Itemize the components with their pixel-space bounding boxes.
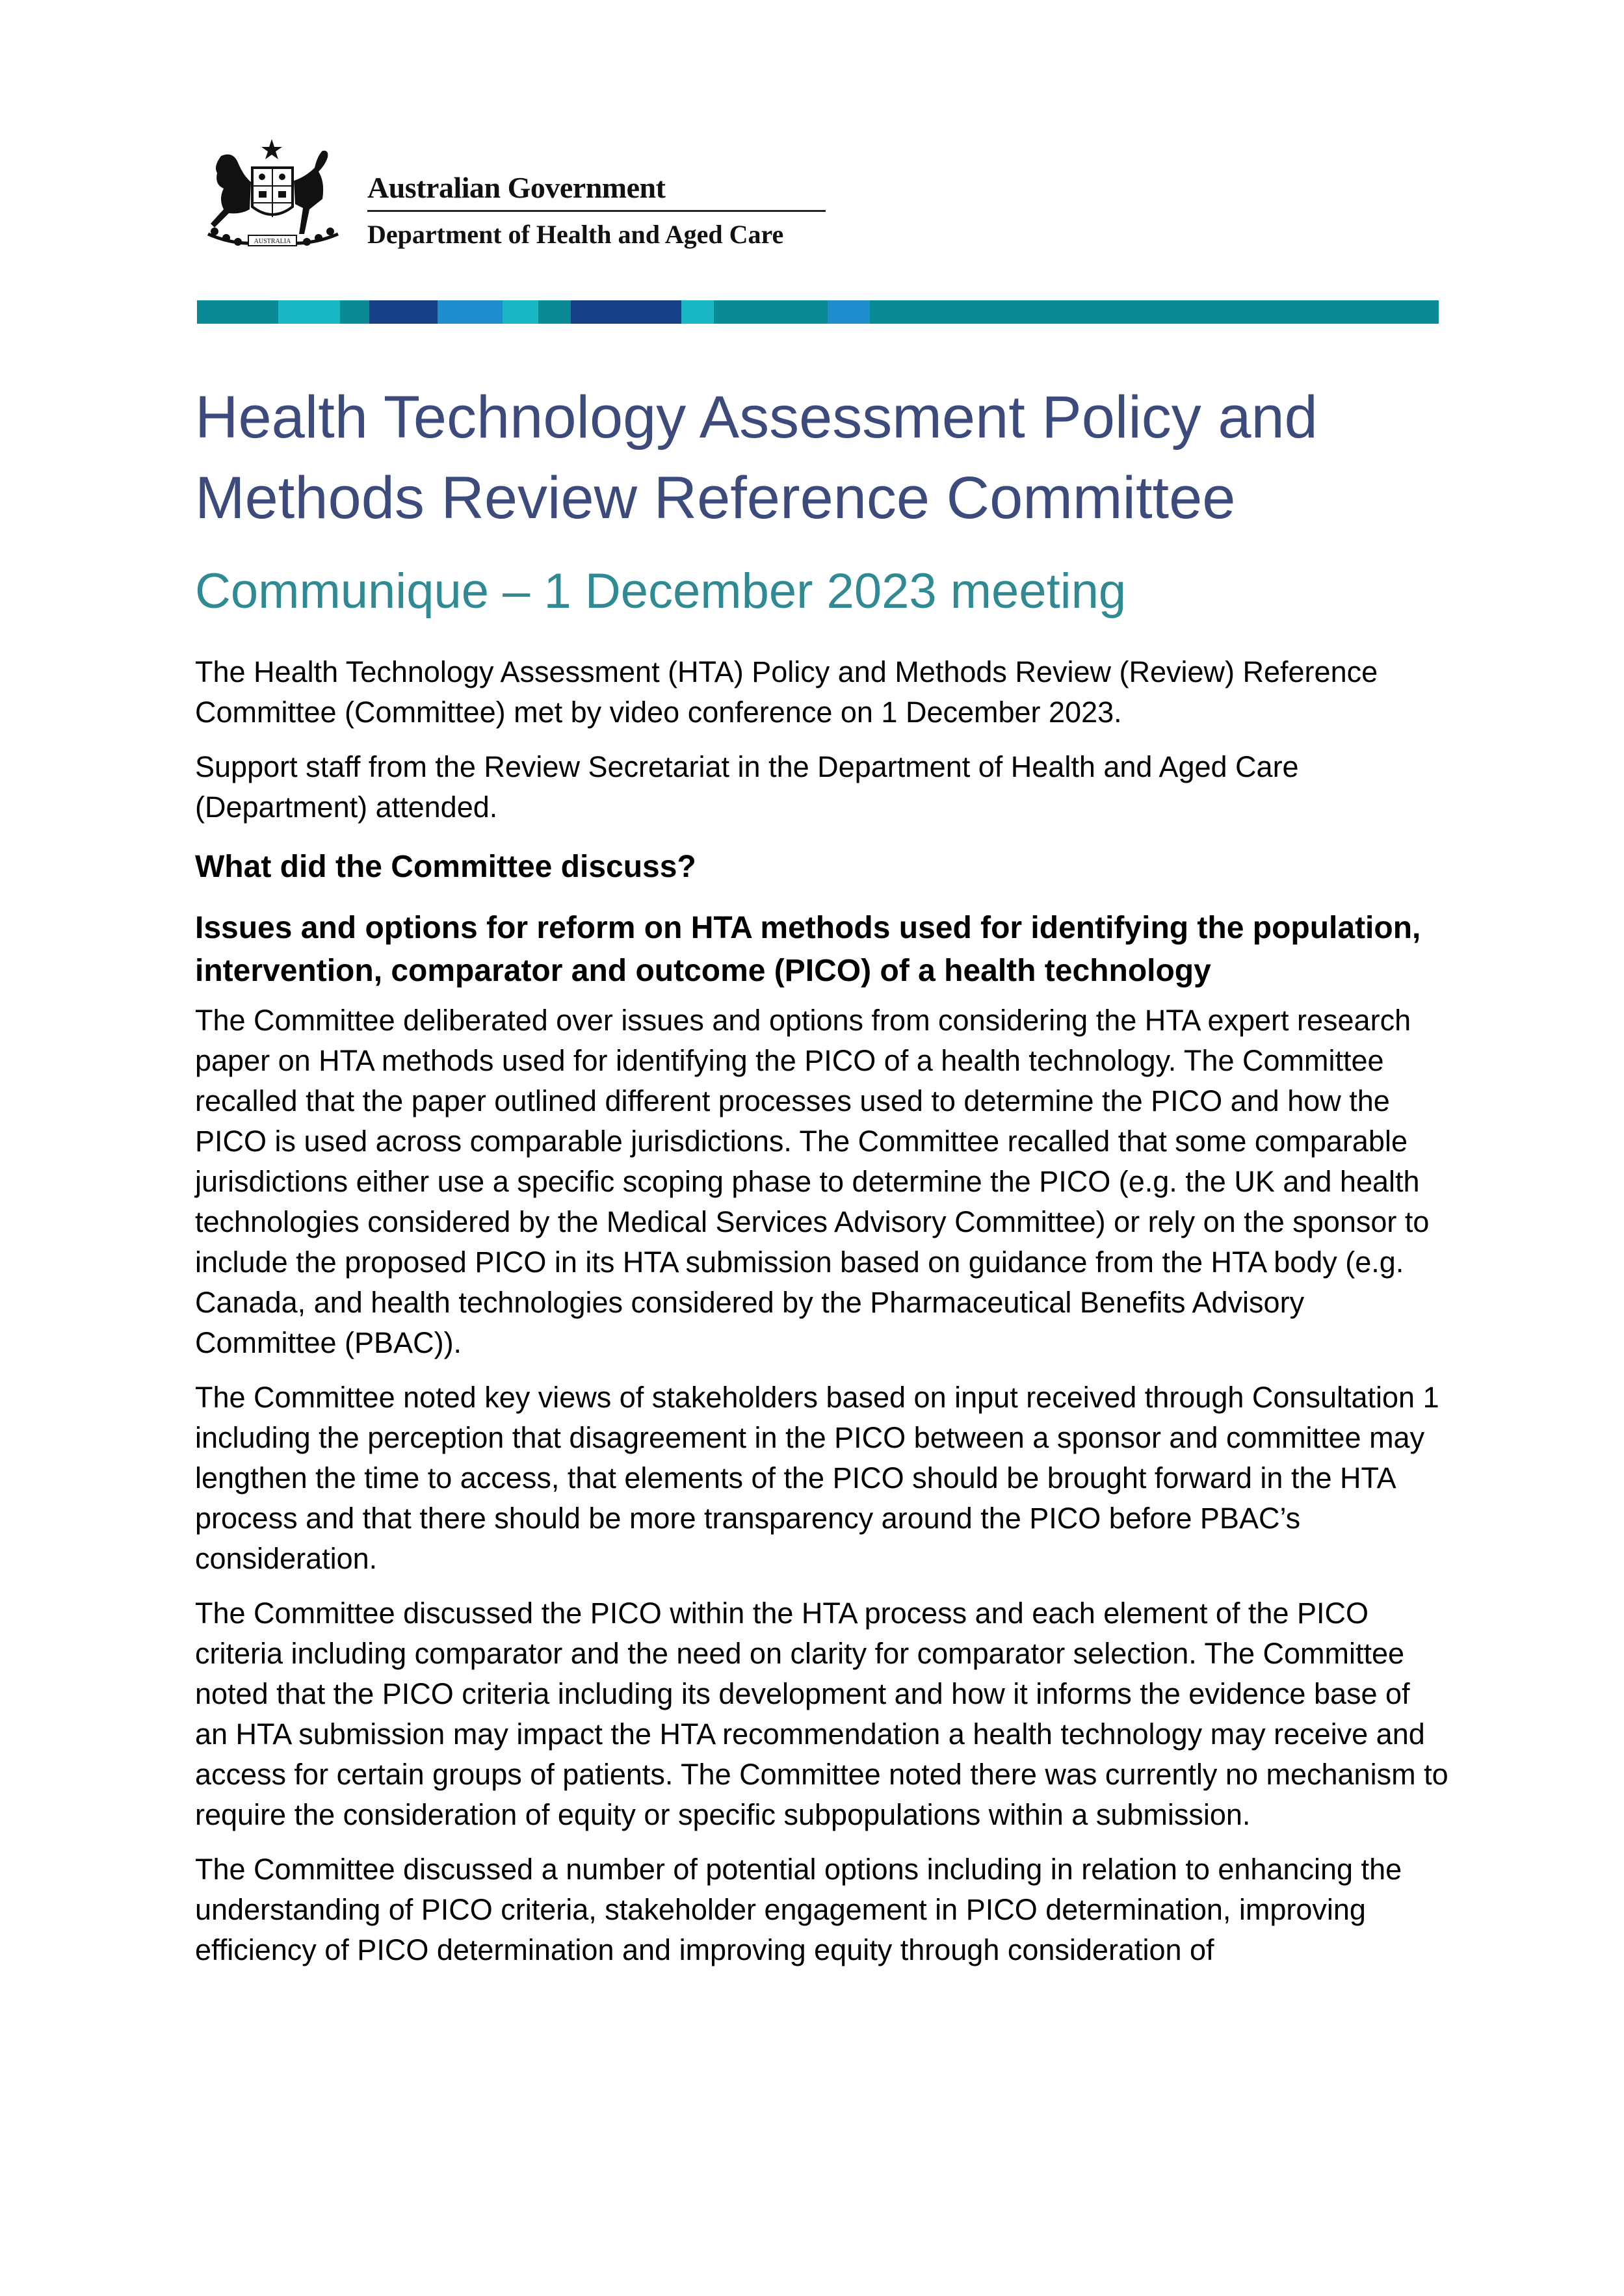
body-paragraph: The Committee deliberated over issues and options from considering the HTA expert research paper on HTA methods used for identifying the PICO of a health technology. The Committee recalled that the paper outlined different processes used to determine the PICO and how the PICO is used across comparable jurisdictions. The Committee recalled that some comparable jurisdictions either use a specific scoping phase to determine the PICO (e.g. the UK and health technologies considered by the Medical Services Advisory Committee) or rely on the sponsor to include the proposed PICO in its HTA submission based on guidance from the HTA body (e.g. Canada, and health technologies considered by the Pharmaceutical Benefits Advisory Committee (PBAC)). [195,1004,1430,1359]
intro-paragraph: Support staff from the Review Secretariat in the Department of Health and Aged Care (Department) attended. [195,750,1299,824]
government-logo [195,137,832,254]
department-name: Department of Health and Aged Care [367,220,784,249]
band-segment [503,300,538,324]
band-segment [571,300,681,324]
band-segment [278,300,340,324]
page-title: Health Technology Assessment Policy and Methods Review Reference Committee [195,384,1318,531]
intro-paragraph: The Health Technology Assessment (HTA) Policy and Methods Review (Review) Reference Committee (Committee) met by video conference on 1 December 2023. [195,655,1378,729]
section-heading: What did the Committee discuss? [195,850,696,884]
band-segment [681,300,714,324]
band-segment [828,300,870,324]
band-segment [438,300,503,324]
body-paragraph: The Committee noted key views of stakeholders based on input received through Consultation 1 including the perception that disagreement in the PICO between a sponsor and committee may lengthen the time to access, that elements of the PICO should be brought forward in the HTA process and that there should be more transparency around the PICO before PBAC’s consideration. [195,1381,1439,1575]
body-paragraph: The Committee discussed the PICO within the HTA process and each element of the PICO criteria including comparator and the need on clarity for comparator selection. The Committee noted that the PICO criteria including its development and how it informs the evidence base of an HTA submission may impact the HTA recommendation a health technology may receive and access for certain groups of patients. The Committee noted there was currently no mechanism to require the consideration of equity or specific subpopulations within a submission. [195,1597,1448,1831]
crest-scroll-text: AUSTRALIA [254,238,291,245]
page-subtitle: Communique – 1 December 2023 meeting [195,564,1127,619]
color-band [197,300,1439,324]
band-segment [538,300,571,324]
government-name: Australian Government [367,171,666,204]
logo-divider [367,210,826,212]
coat-of-arms-icon [195,137,351,254]
band-segment [870,300,1439,324]
band-segment [714,300,828,324]
subsection-heading: Issues and options for reform on HTA methods used for identifying the population, intervention, comparator and outcome (PICO) of a health technology [195,911,1421,988]
band-segment [340,300,369,324]
body-paragraph: The Committee discussed a number of potential options including in relation to enhancing the understanding of PICO criteria, stakeholder engagement in PICO determination, improving efficiency of PICO determination and improving equity through consideration of [195,1853,1402,1966]
band-segment [369,300,438,324]
band-segment [197,300,278,324]
document-body [195,652,1450,1985]
